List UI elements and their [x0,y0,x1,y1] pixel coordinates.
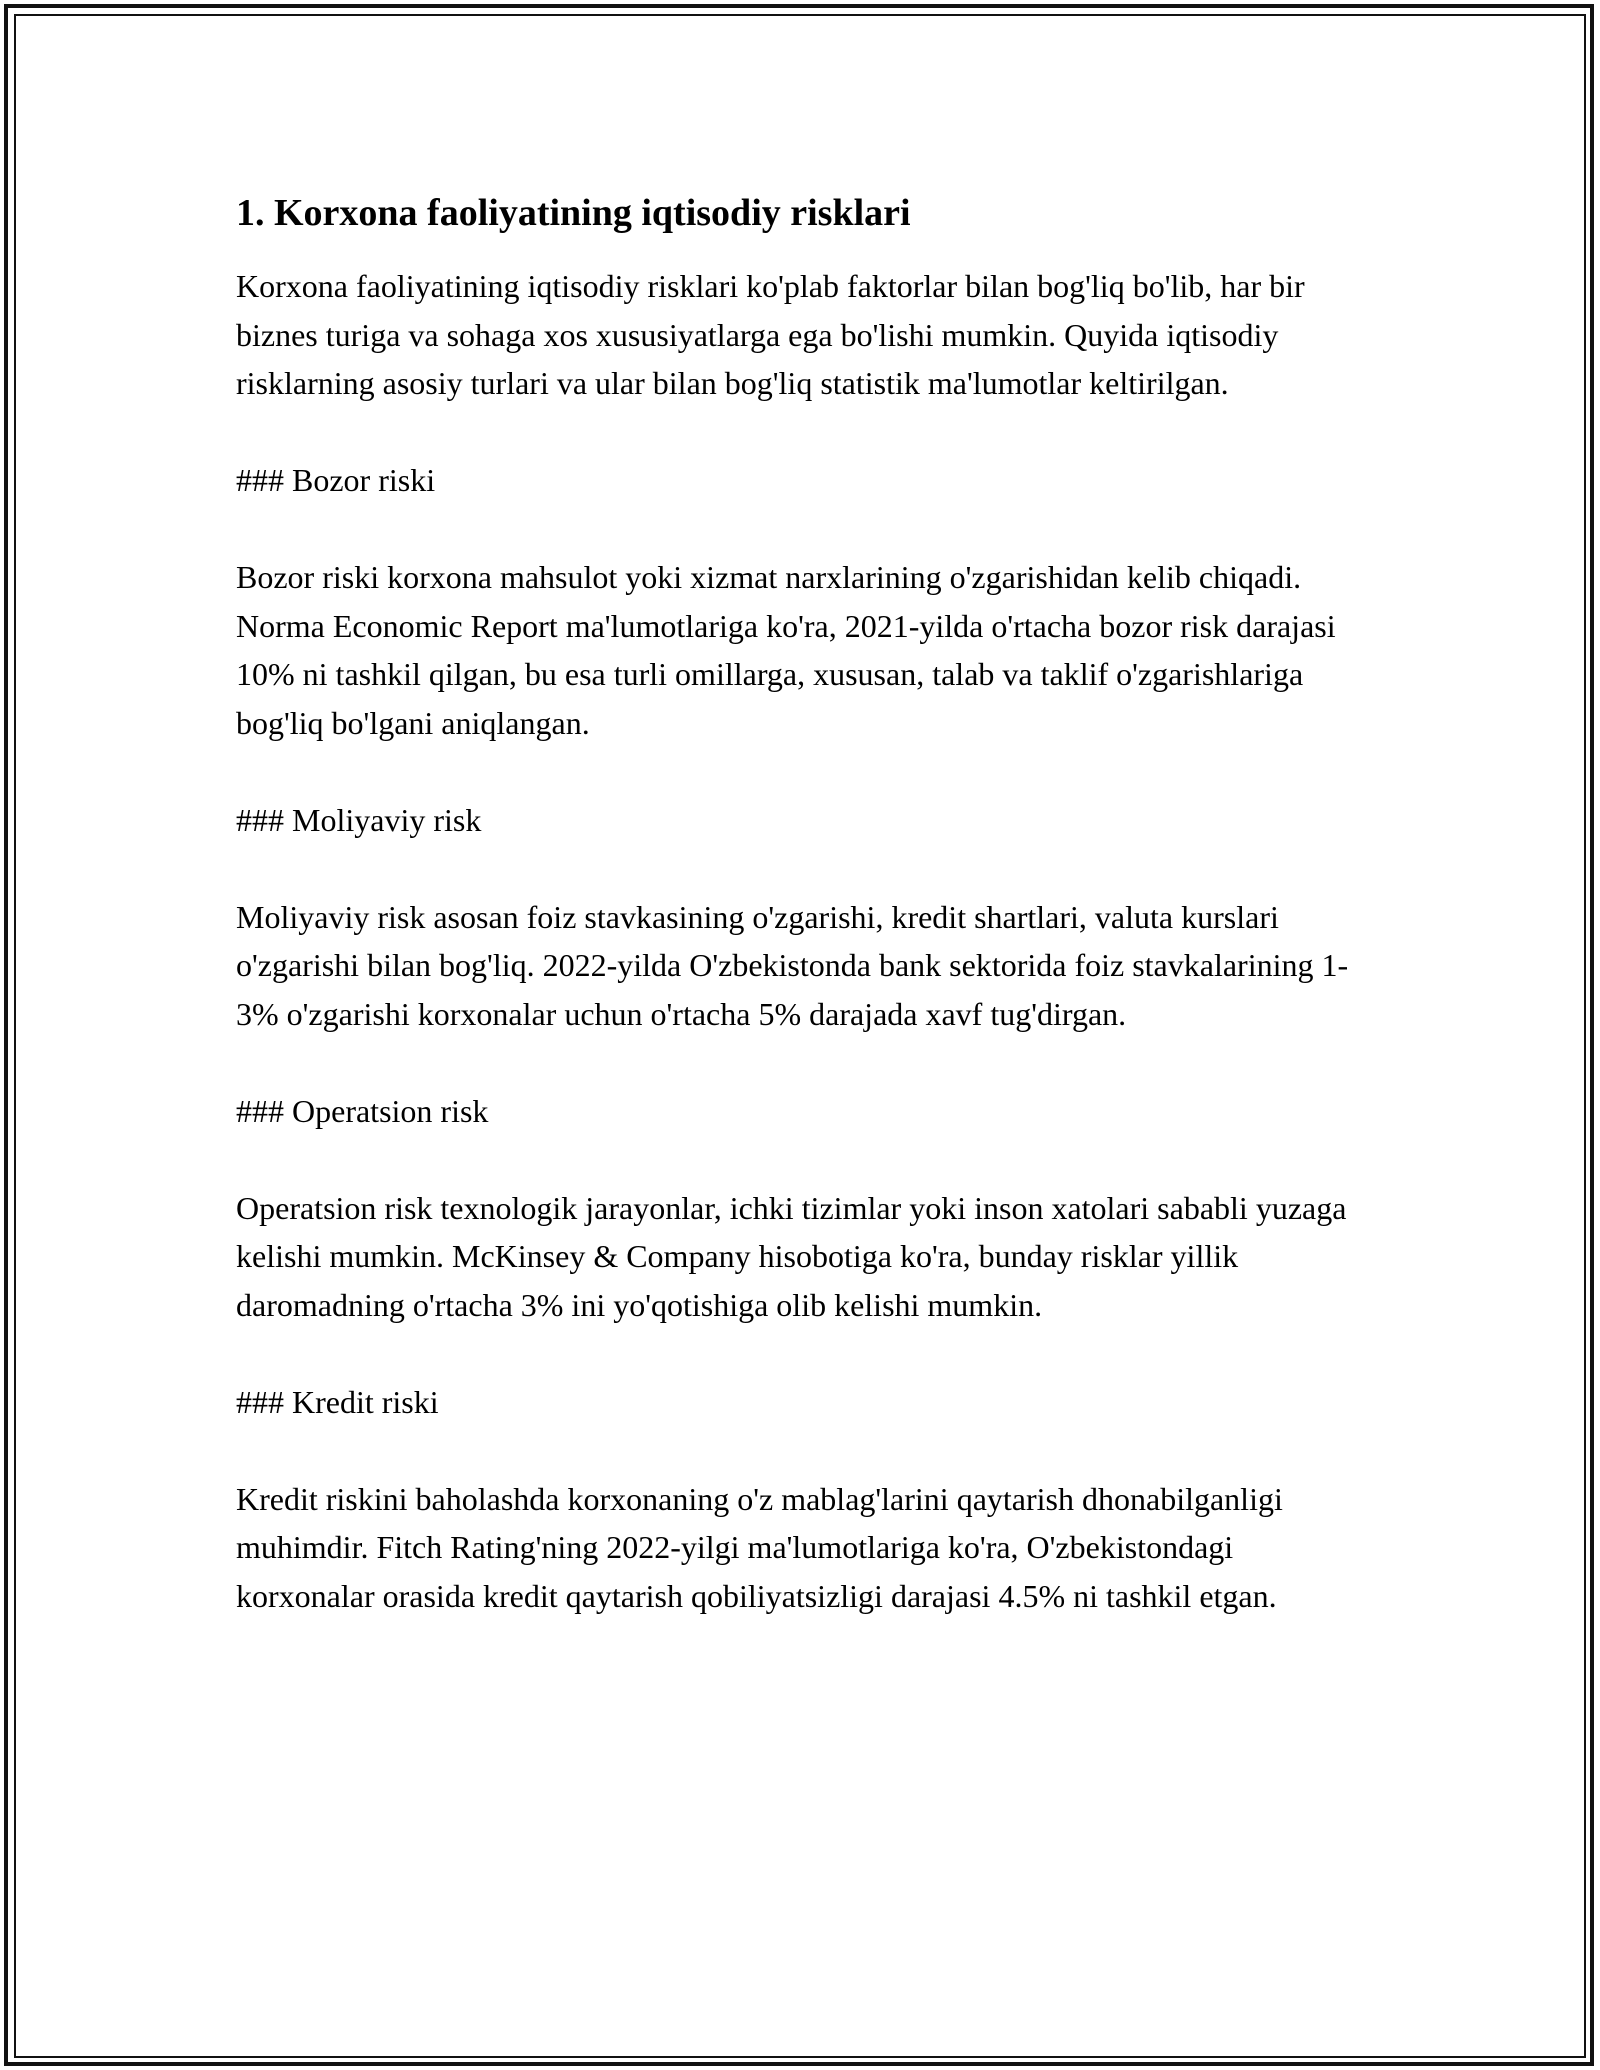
spacer [236,1426,1366,1475]
section-text-moliyaviy-risk: Moliyaviy risk asosan foiz stavkasining o'zgarishi, kredit shartlari, valuta kurslari o'zgarishi bilan bog'liq. 2022-yilda O'zbekistonda bank sektorida foiz stavkalarining 1-3% o'zgarishi korxonalar uchun o'rtacha 5% darajada xavf tug'dirgan. [236,898,1349,1032]
section-heading-bozor-riski: ### Bozor riski [236,462,436,498]
section-text-bozor-riski: Bozor riski korxona mahsulot yoki xizmat narxlarining o'zgarishidan kelib chiqadi. Norma Economic Report ma'lumotlariga ko'ra, 2021-yilda o'rtacha bozor risk darajasi 10% ni tashkil qilgan, bu esa turli omillarga, xususan, talab va taklif o'zgarishlariga bog'liq bo'lgani aniqlangan. [236,559,1336,741]
spacer [236,747,1366,796]
document-body [236,188,1366,1620]
intro-paragraph: Korxona faoliyatining iqtisodiy risklari ko'plab faktorlar bilan bog'liq bo'lib, har bir biznes turiga va sohaga xos xususiyatlarga ega bo'lishi mumkin. Quyida iqtisodiy risklarning asosiy turlari va ular bilan bog'liq statistik ma'lumotlar keltirilgan. [236,268,1305,401]
section-heading-kredit-riski: ### Kredit riski [236,1383,439,1420]
spacer [236,1038,1366,1087]
section-heading-moliyaviy-risk: ### Moliyaviy risk [236,801,482,838]
section-heading-operatsion-risk: ### Operatsion risk [236,1092,489,1129]
document-title: 1. Korxona faoliyatining iqtisodiy risklari [236,192,911,234]
spacer [236,505,1366,554]
spacer [236,408,1366,457]
spacer [236,1135,1366,1184]
section-text-kredit-riski: Kredit riskini baholashda korxonaning o'z mablag'larini qaytarish dhonabilganligi muhimdir. Fitch Rating'ning 2022-yilgi ma'lumotlariga ko'ra, O'zbekistondagi korxonalar orasida kredit qaytarish qobiliyatsizligi darajasi 4.5% ni tashkil etgan. [236,1480,1283,1614]
spacer [236,844,1366,893]
section-text-operatsion-risk: Operatsion risk texnologik jarayonlar, ichki tizimlar yoki inson xatolari sababli yuzaga kelishi mumkin. McKinsey & Company hisobotiga ko'ra, bunday risklar yillik daromadning o'rtacha 3% ini yo'qotishiga olib kelishi mumkin. [236,1189,1347,1323]
spacer [236,1329,1366,1378]
